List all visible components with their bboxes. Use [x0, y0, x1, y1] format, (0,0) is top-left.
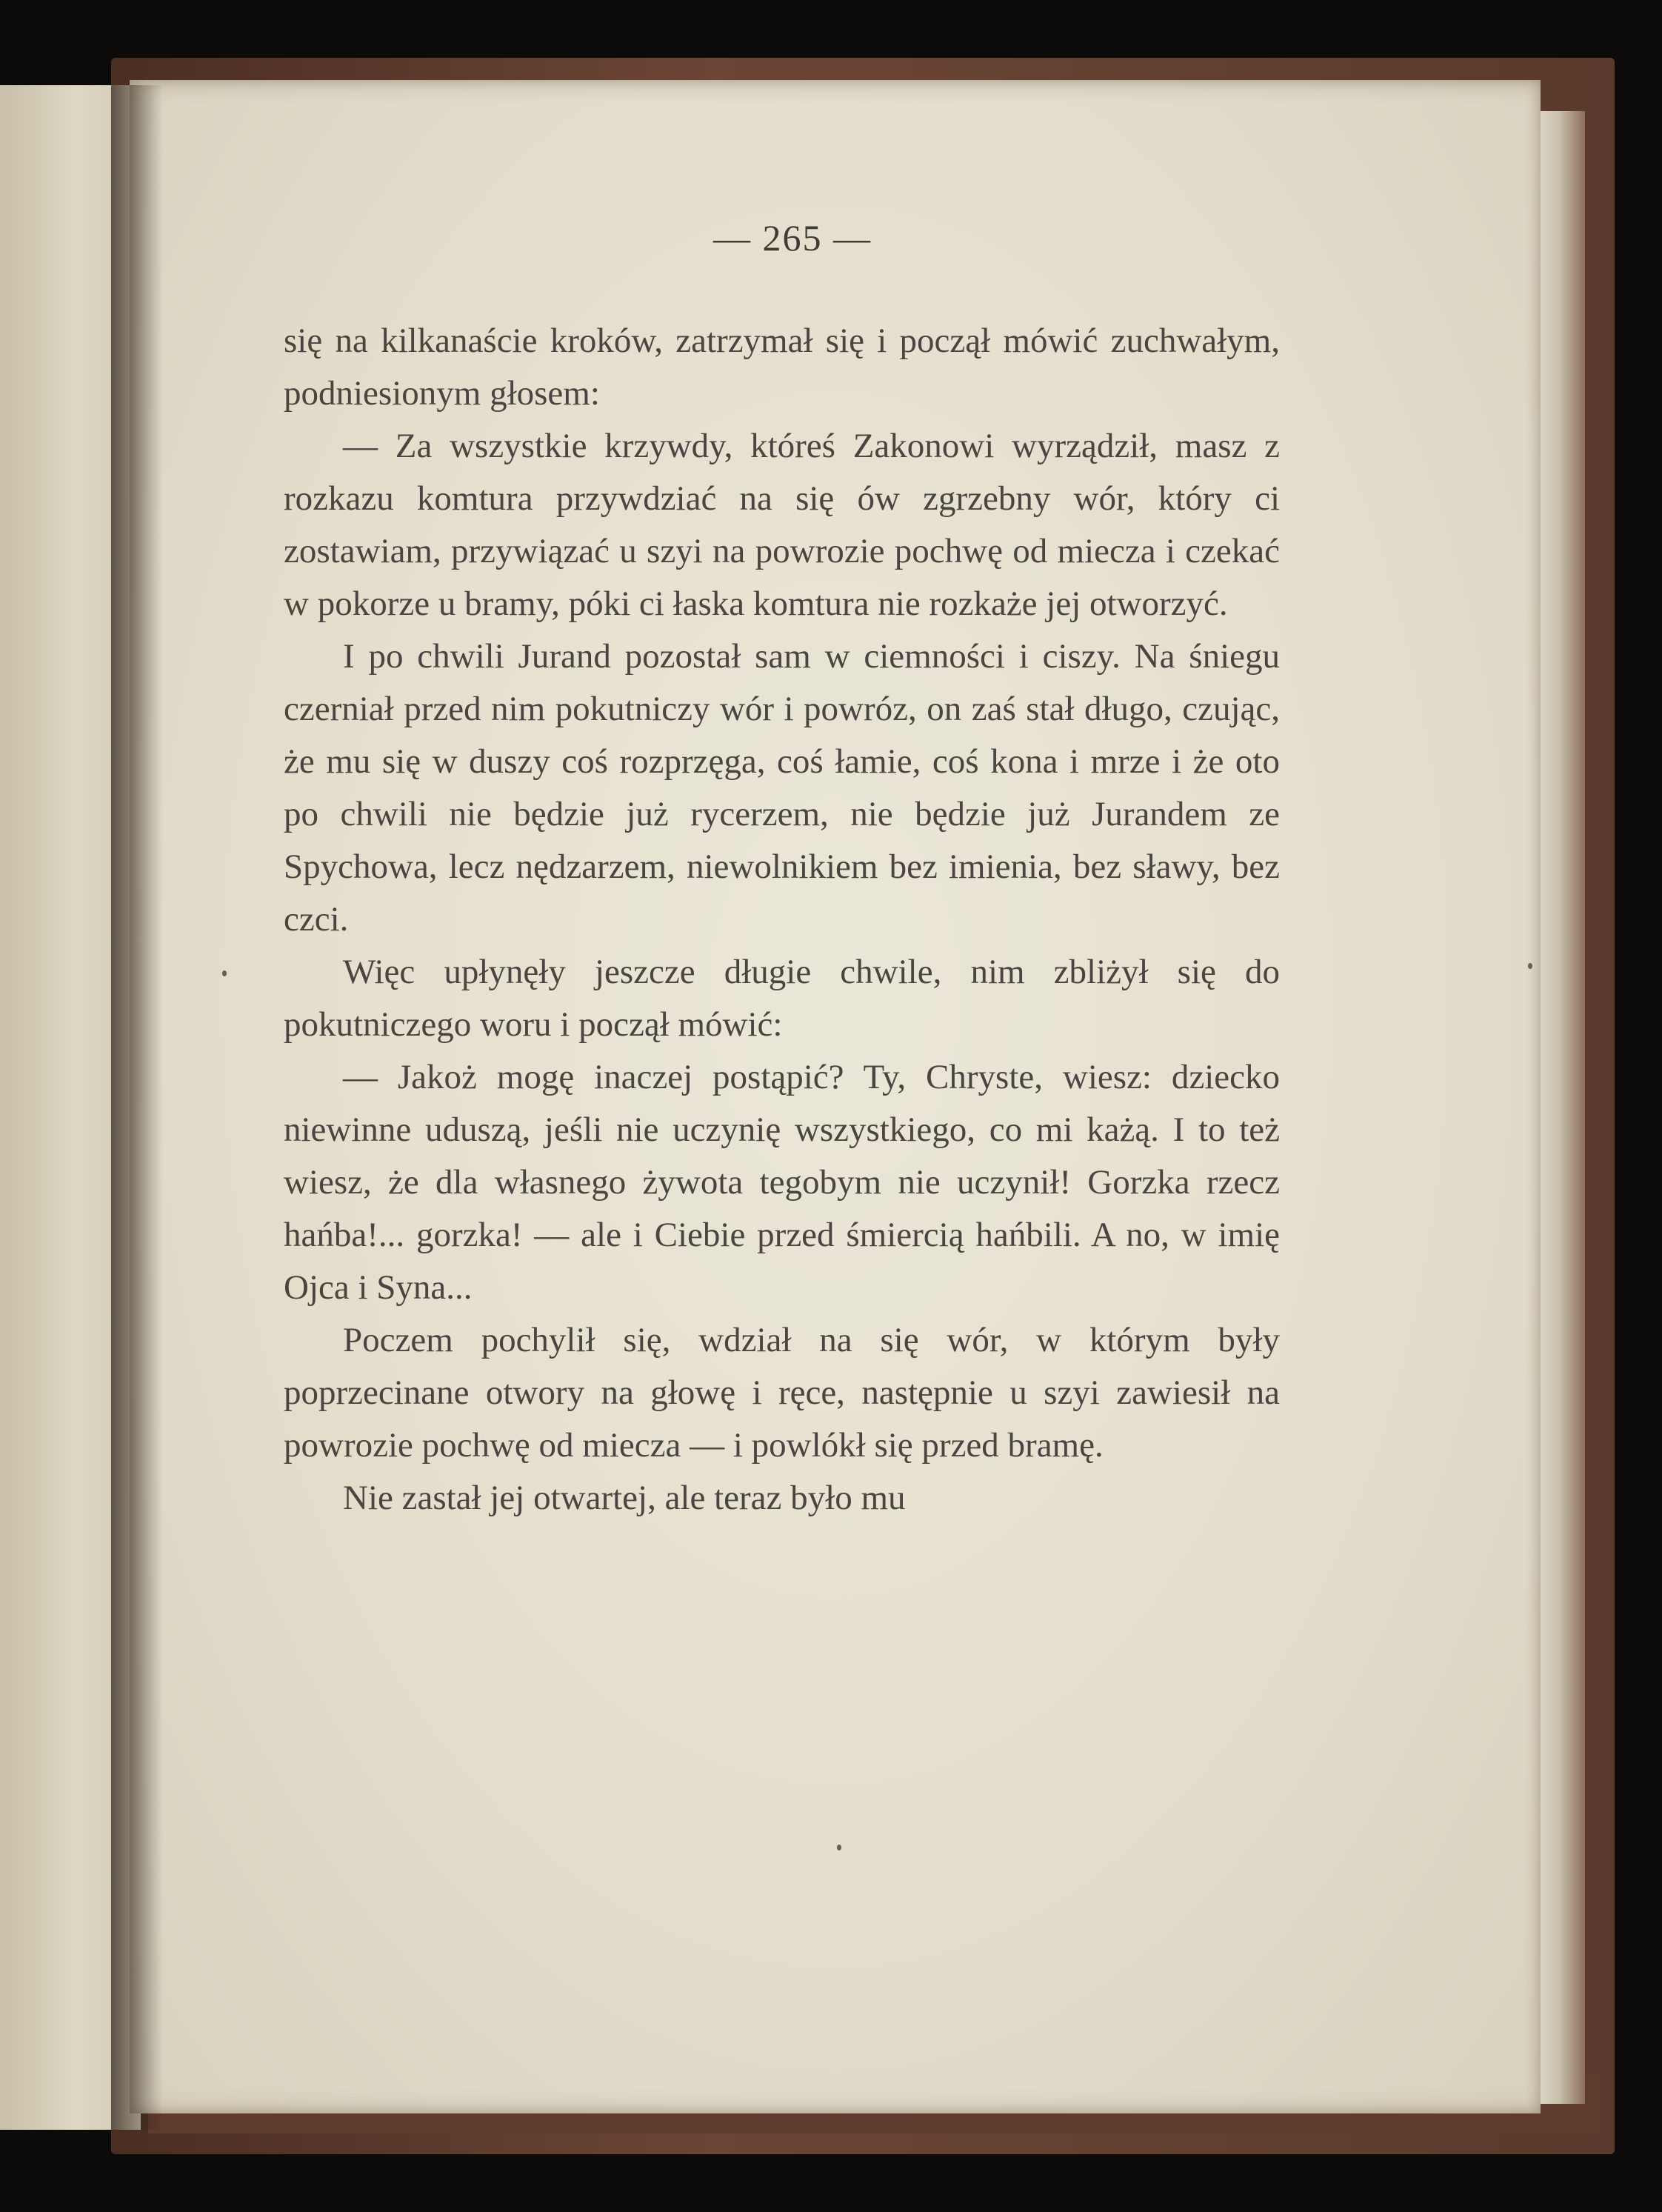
paper-speck: [1528, 963, 1532, 969]
paragraph: — Za wszystkie krzywdy, któreś Zakonowi wyrządził, masz z rozkazu komtura przywdziać na się ów zgrzebny wór, który ci zostawiam, przywiązać u szyi na powrozie pochwę od miecza i czekać w pokorze u bramy, póki ci łaska komtura nie rozkaże jej otworzyć.: [284, 427, 1280, 623]
paragraph: się na kilkanaście kroków, zatrzymał się i począł mówić zuchwałym, podniesionym głosem:: [284, 322, 1280, 413]
spine-shadow: [111, 85, 163, 2130]
paragraph: Nie zastał jej otwartej, ale teraz było mu: [343, 1479, 906, 1517]
paragraph: I po chwili Jurand pozostał sam w ciemności i ciszy. Na śniegu czerniał przed nim pokutniczy wór i powróz, on zaś stał długo, czując, że mu się w duszy coś rozprzęga, coś łamie, coś kona i mrze i że oto po chwili nie będzie już rycerzem, nie będzie już Jurandem ze Spychowa, lecz nędzarzem, niewolnikiem bez imienia, bez sławy, bez czci.: [284, 637, 1280, 939]
page-text: [284, 315, 1280, 1525]
page-stack-edge: [1541, 111, 1585, 2104]
paper-speck: [222, 970, 227, 976]
paragraph: — Jakoż mogę inaczej postąpić? Ty, Chryste, wiesz: dziecko niewinne uduszą, jeśli nie uczynię wszystkiego, co mi każą. I to też wiesz, że dla własnego żywota tegobym nie uczynił! Gorzka rzecz hańba!... gorzka! — ale i Ciebie przed śmiercią hańbili. A no, w imię Ojca i Syna...: [284, 1058, 1280, 1307]
page-number: — 265 —: [713, 217, 872, 259]
paragraph: Więc upłynęły jeszcze długie chwile, nim zbliżył się do pokutniczego woru i począł mówić:: [284, 953, 1280, 1044]
paper-speck: [837, 1845, 841, 1850]
paragraph: Poczem pochylił się, wdział na się wór, w którym były poprzecinane otwory na głowę i ręce, następnie u szyi zawiesił na powrozie pochwę od miecza — i powlókł się przed bramę.: [284, 1321, 1280, 1465]
